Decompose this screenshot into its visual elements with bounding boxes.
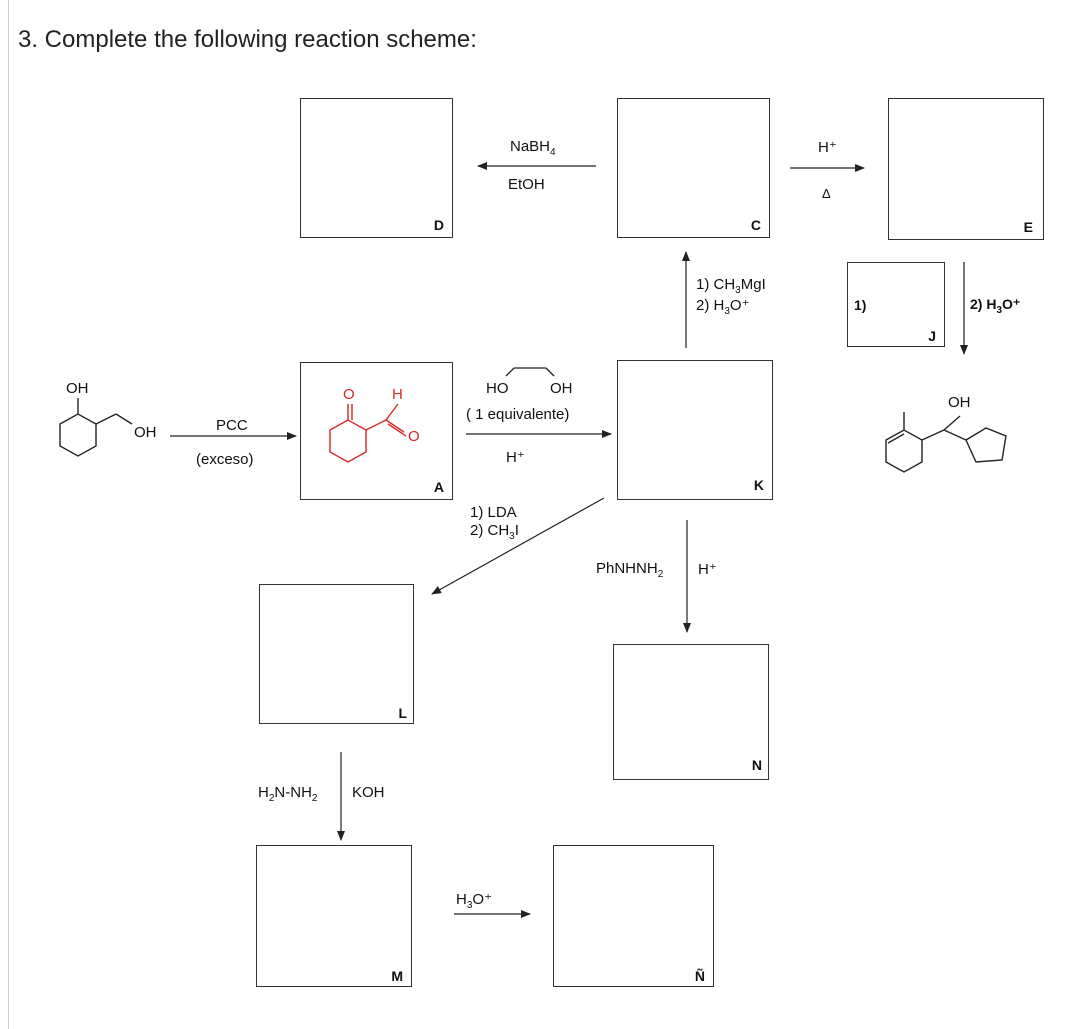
box-label-n-tilde: Ñ xyxy=(694,968,705,984)
box-label-d: D xyxy=(433,217,444,233)
arrow-k-to-l xyxy=(432,498,604,594)
box-label-j: J xyxy=(928,328,936,344)
j-step2-label: 2) $H_3O^+$ xyxy=(970,296,1021,316)
ethylene-glycol-structure xyxy=(506,368,554,376)
nabh4-label: NaBH$_4$ xyxy=(510,138,556,158)
grignard-step2-label: 2) $H_3O^+$ xyxy=(696,297,750,317)
a-aldehyde-h: H xyxy=(392,386,403,403)
box-label-m: M xyxy=(391,968,403,984)
h-plus-top-label: H⁺ xyxy=(818,139,837,156)
product-oh: OH xyxy=(948,394,971,411)
box-label-a: A xyxy=(433,479,444,495)
diol-ho-label: HO xyxy=(486,380,509,397)
grignard-step1-label: 1) $CH_3MgI$ xyxy=(696,276,766,296)
lda-step1-label: 1) LDA xyxy=(470,504,517,521)
h-plus-mid-label: H⁺ xyxy=(506,449,525,466)
etoh-label: EtOH xyxy=(508,176,545,193)
hydrazine-label: $H_2N-NH_2$ xyxy=(258,784,318,804)
starting-material-structure xyxy=(60,398,132,456)
pcc-excess-label: (exceso) xyxy=(196,451,254,468)
sm-oh-end: OH xyxy=(134,424,157,441)
diol-oh-label: OH xyxy=(550,380,573,397)
box-label-n: N xyxy=(751,757,762,773)
koh-label: KOH xyxy=(352,784,385,801)
diol-equiv-label: ( 1 equivalente) xyxy=(466,406,570,423)
h-plus-ph-label: H⁺ xyxy=(698,561,717,578)
box-label-k: K xyxy=(753,477,764,493)
pcc-label: PCC xyxy=(216,417,248,434)
h3o-label: $H_3O^+$ xyxy=(456,891,492,911)
lda-step2-label: 2) $CH_3I$ xyxy=(470,522,519,542)
phnhnh2-label: PhNHNH$_2$ xyxy=(596,560,664,580)
final-product-structure xyxy=(886,412,1006,472)
a-aldehyde-o: O xyxy=(408,428,420,445)
delta-label: Δ xyxy=(822,186,831,201)
box-label-c: C xyxy=(750,217,761,233)
sm-oh-top: OH xyxy=(66,380,89,397)
box-label-e: E xyxy=(1023,219,1033,235)
box-label-l: L xyxy=(398,705,407,721)
j-step1-label: 1) xyxy=(854,297,867,313)
question-title: 3. Complete the following reaction scheme: xyxy=(18,26,477,53)
structure-a-keto-aldehyde xyxy=(330,404,406,462)
a-ketone-o: O xyxy=(343,386,355,403)
